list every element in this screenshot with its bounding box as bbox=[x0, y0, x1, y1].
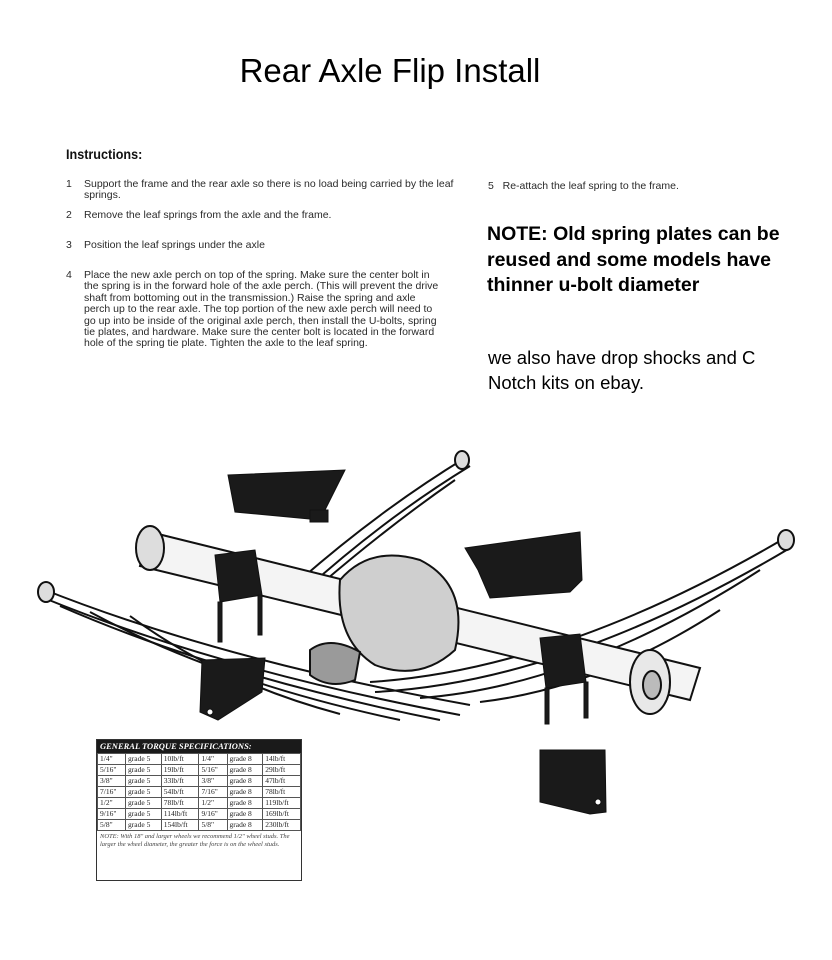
table-cell: 54lb/ft bbox=[161, 787, 199, 798]
table-row bbox=[98, 798, 301, 809]
step-text: Support the frame and the rear axle so there is no load being carried by the leaf springs. bbox=[84, 178, 454, 202]
table-cell: 169lb/ft bbox=[263, 809, 301, 820]
step-number: 4 bbox=[66, 269, 72, 281]
step-text: Remove the leaf springs from the axle and the frame. bbox=[84, 209, 332, 221]
table-cell: 3/8" bbox=[199, 776, 227, 787]
table-cell: 3/8" bbox=[98, 776, 126, 787]
table-cell: grade 8 bbox=[227, 787, 263, 798]
table-cell: 154lb/ft bbox=[161, 820, 199, 831]
axle-perch-left-icon bbox=[215, 550, 262, 642]
table-cell: 78lb/ft bbox=[263, 787, 301, 798]
table-cell: grade 8 bbox=[227, 809, 263, 820]
table-row bbox=[98, 754, 301, 765]
table-cell: grade 8 bbox=[227, 820, 263, 831]
mounting-bracket-top-left-icon bbox=[228, 470, 345, 522]
table-cell: grade 5 bbox=[126, 820, 162, 831]
table-cell: 33lb/ft bbox=[161, 776, 199, 787]
table-cell: 5/16" bbox=[98, 765, 126, 776]
torque-heading: GENERAL TORQUE SPECIFICATIONS: bbox=[97, 740, 301, 753]
spring-plate-right-icon bbox=[540, 750, 606, 814]
axle-perch-right-icon bbox=[540, 634, 588, 724]
table-cell: 230lb/ft bbox=[263, 820, 301, 831]
table-cell: 5/8" bbox=[98, 820, 126, 831]
table-row bbox=[98, 809, 301, 820]
table-cell: 1/2" bbox=[98, 798, 126, 809]
table-cell: 78lb/ft bbox=[161, 798, 199, 809]
table-cell: 14lb/ft bbox=[263, 754, 301, 765]
instructions-heading: Instructions: bbox=[66, 146, 143, 162]
table-row bbox=[98, 765, 301, 776]
spring-plate-left-icon bbox=[200, 658, 265, 720]
table-cell: 9/16" bbox=[199, 809, 227, 820]
table-cell: grade 8 bbox=[227, 765, 263, 776]
table-cell: grade 5 bbox=[126, 776, 162, 787]
extra-info-text: we also have drop shocks and C Notch kits on ebay. bbox=[488, 347, 756, 393]
table-cell: 114lb/ft bbox=[161, 809, 199, 820]
table-cell: grade 8 bbox=[227, 754, 263, 765]
step-text: Re-attach the leaf spring to the frame. bbox=[502, 180, 679, 192]
table-cell: 1/4" bbox=[98, 754, 126, 765]
table-cell: 1/4" bbox=[199, 754, 227, 765]
table-row bbox=[98, 776, 301, 787]
table-cell: 7/16" bbox=[98, 787, 126, 798]
table-cell: grade 5 bbox=[126, 798, 162, 809]
torque-grid bbox=[97, 753, 301, 831]
table-cell: 29lb/ft bbox=[263, 765, 301, 776]
table-cell: 1/2" bbox=[199, 798, 227, 809]
step-number: 1 bbox=[66, 178, 72, 190]
table-cell: grade 5 bbox=[126, 765, 162, 776]
torque-spec-table bbox=[96, 739, 302, 881]
table-cell: 47lb/ft bbox=[263, 776, 301, 787]
step-number: 3 bbox=[66, 239, 72, 251]
page-title: Rear Axle Flip Install bbox=[239, 52, 541, 89]
table-row bbox=[98, 820, 301, 831]
table-cell: grade 8 bbox=[227, 798, 263, 809]
table-cell: grade 5 bbox=[126, 754, 162, 765]
step-number: 5 bbox=[488, 180, 494, 192]
table-row bbox=[98, 787, 301, 798]
table-cell: grade 5 bbox=[126, 787, 162, 798]
table-cell: 119lb/ft bbox=[263, 798, 301, 809]
step-5 bbox=[488, 180, 679, 192]
note-text: NOTE: Old spring plates can be reused and some models have thinner u-bolt diameter bbox=[487, 223, 780, 296]
table-cell: 10lb/ft bbox=[161, 754, 199, 765]
step-text: Place the new axle perch on top of the spring. Make sure the center bolt in the spring is in the forward hole of the axle perch. (This will prevent the drive shaft from bottoming out in the transmission.) Raise the spring and axle perch up to the rear axle. The top portion of the new axle perch will need to go up into be inside of the original axle perch, then install the U-bolts, spring tie plates, and hardware. Make sure the center bolt is located in the forward hole of the spring tie plate. Tighten the axle to the leaf spring. bbox=[84, 269, 439, 350]
mounting-bracket-top-right-icon bbox=[465, 532, 582, 598]
torque-note: NOTE: With 18" and larger wheels we recommend 1/2" wheel studs. The larger the wheel diameter, the greater the force is on the wheel studs. bbox=[100, 833, 290, 848]
table-cell: 5/8" bbox=[199, 820, 227, 831]
table-cell: grade 5 bbox=[126, 809, 162, 820]
step-text: Position the leaf springs under the axle bbox=[84, 239, 265, 251]
table-cell: 5/16" bbox=[199, 765, 227, 776]
table-cell: grade 8 bbox=[227, 776, 263, 787]
step-number: 2 bbox=[66, 209, 72, 221]
table-cell: 19lb/ft bbox=[161, 765, 199, 776]
table-cell: 9/16" bbox=[98, 809, 126, 820]
table-cell: 7/16" bbox=[199, 787, 227, 798]
